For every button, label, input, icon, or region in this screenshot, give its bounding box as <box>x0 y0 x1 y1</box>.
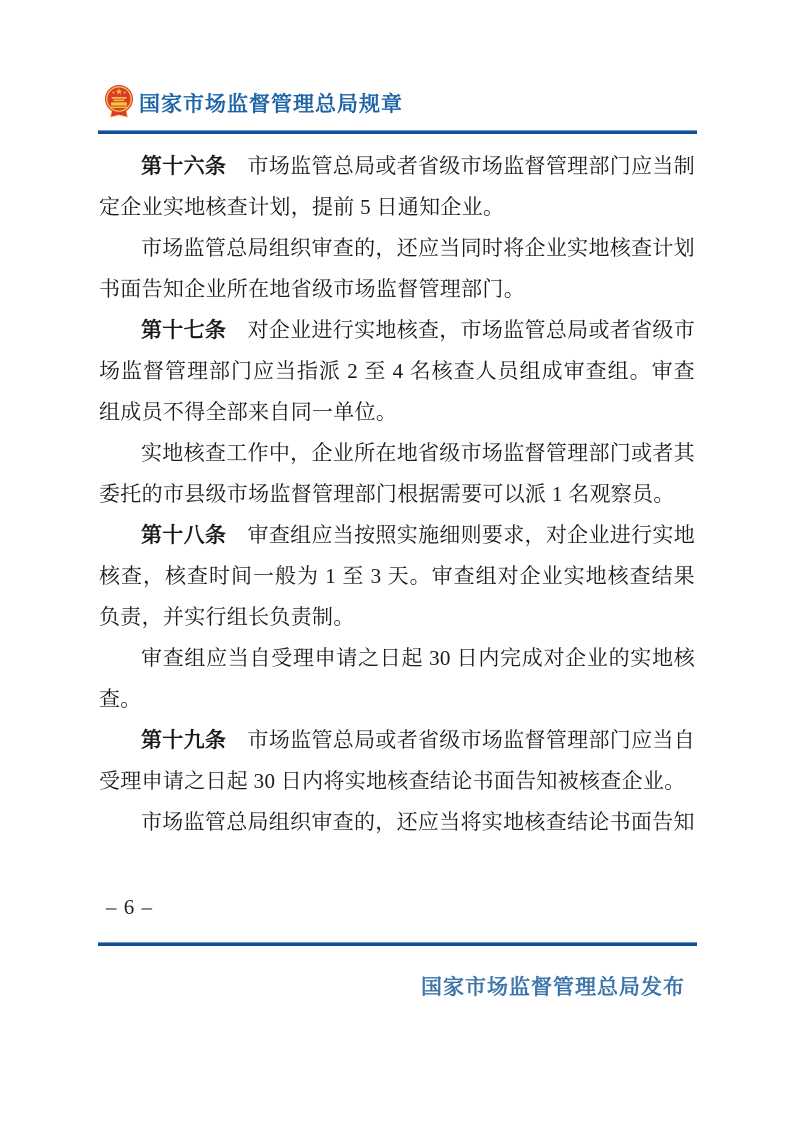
footer-publisher: 国家市场监督管理总局发布 <box>421 976 685 999</box>
header-divider-line <box>98 130 697 134</box>
article-number-label: 第十八条 <box>141 523 227 547</box>
body-paragraph <box>99 515 695 638</box>
body-paragraph <box>99 310 695 433</box>
body-paragraph <box>99 802 695 843</box>
paragraph-text: 市场监管总局或者省级市场监督管理部门应当制定企业实地核查计划，提前 5 日通知企业。 <box>99 154 695 219</box>
paragraph-text: 实地核查工作中，企业所在地省级市场监督管理部门或者其委托的市县级市场监督管理部门根据需要可以派 1 名观察员。 <box>99 441 695 506</box>
national-emblem-icon <box>104 84 134 121</box>
article-number-label: 第十九条 <box>141 728 227 752</box>
paragraph-text: 市场监管总局组织审查的，还应当同时将企业实地核查计划书面告知企业所在地省级市场监督管理部门。 <box>99 236 695 301</box>
paragraph-text: 审查组应当按照实施细则要求，对企业进行实地核查，核查时间一般为 1 至 3 天。审查组对企业实地核查结果负责，并实行组长负责制。 <box>99 523 695 629</box>
page-number: – 6 – <box>106 895 153 919</box>
article-number-label: 第十七条 <box>141 318 227 342</box>
paragraph-text: 市场监管总局组织审查的，还应当将实地核查结论书面告知 <box>141 810 695 834</box>
body-paragraph <box>99 146 695 228</box>
paragraph-text: 审查组应当自受理申请之日起 30 日内完成对企业的实地核查。 <box>99 646 695 711</box>
paragraph-text: 对企业进行实地核查，市场监管总局或者省级市场监督管理部门应当指派 2 至 4 名核查人员组成审查组。审查组成员不得全部来自同一单位。 <box>99 318 695 424</box>
article-number-label: 第十六条 <box>141 154 227 178</box>
body-paragraph <box>99 638 695 720</box>
document-header-title: 国家市场监督管理总局规章 <box>139 92 403 116</box>
paragraph-text: 市场监管总局或者省级市场监督管理部门应当自受理申请之日起 30 日内将实地核查结论书面告知被核查企业。 <box>99 728 695 793</box>
body-paragraph <box>99 228 695 310</box>
footer-divider-line <box>98 942 697 946</box>
body-paragraph <box>99 720 695 802</box>
body-paragraph <box>99 433 695 515</box>
document-body <box>99 146 695 843</box>
document-header <box>104 84 403 121</box>
